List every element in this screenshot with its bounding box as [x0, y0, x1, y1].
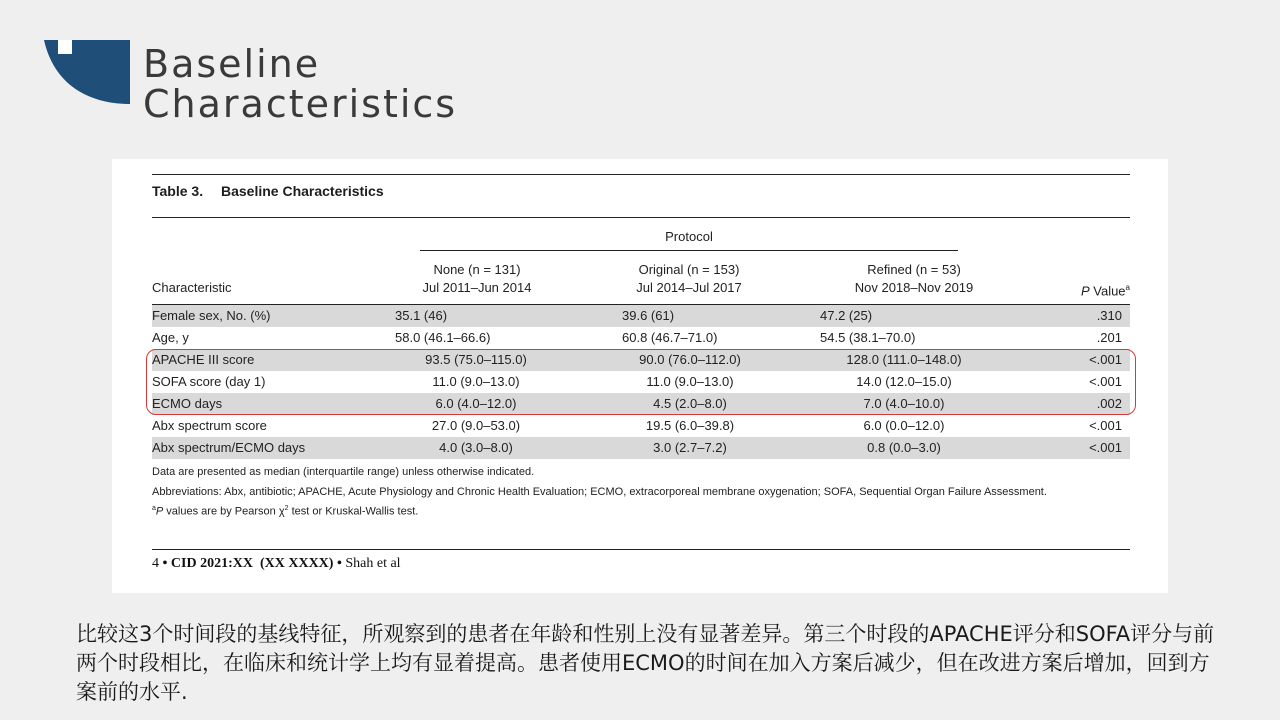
header-refined-dates: Nov 2018–Nov 2019 [854, 280, 974, 295]
header-refined-count: Refined (n = 53) [867, 262, 961, 277]
row-label: Age, y [152, 330, 189, 345]
protocol-rule [420, 250, 958, 251]
cell-none: 6.0 (4.0–12.0) [435, 396, 517, 411]
top-rule [152, 174, 1130, 175]
slide-caption: 比较这3个时间段的基线特征，所观察到的患者在年龄和性别上没有显著差异。第三个时段的APACHE评分和SOFA评分与前两个时段相比，在临床和统计学上均有显着提高。患者使用ECMO的时间在加入方案后减少，但在改进方案后增加，回到方案前的水平. [76, 622, 1215, 704]
footnote-chi: χ [278, 505, 285, 518]
cell-none: 4.0 (3.0–8.0) [439, 440, 513, 455]
row-label: ECMO days [152, 396, 223, 411]
protocol-header: Protocol [665, 229, 713, 244]
cell-pvalue: .002 [1096, 396, 1122, 411]
cell-refined: 47.2 (25) [820, 308, 873, 323]
cell-pvalue: <.001 [1089, 352, 1122, 367]
table-image [112, 159, 1168, 593]
authors: Shah et al [345, 556, 401, 571]
page-footer [152, 556, 401, 572]
cell-original: 19.5 (6.0–39.8) [645, 418, 735, 433]
footnote-text-1: values are by Pearson [163, 505, 279, 518]
cell-pvalue: <.001 [1089, 374, 1122, 389]
table-title [152, 183, 384, 199]
cell-none: 35.1 (46) [395, 308, 448, 323]
p-italic: P [1080, 283, 1090, 299]
column-header-refined [834, 261, 994, 297]
column-header-none [412, 261, 542, 297]
header-none-count: None (n = 131) [433, 262, 521, 277]
table-number: Table 3. [152, 183, 204, 199]
header-original-count: Original (n = 153) [638, 262, 740, 277]
table-title-text: Baseline Characteristics [220, 183, 384, 199]
cell-pvalue: .310 [1096, 308, 1122, 323]
table-row [152, 415, 1130, 437]
footnote [152, 505, 418, 518]
footnote-p: P [155, 505, 164, 518]
cell-pvalue: <.001 [1089, 440, 1122, 455]
cell-refined: 6.0 (0.0–12.0) [863, 418, 945, 433]
footnote-chi-sup: 2 [284, 505, 289, 512]
footnote-sup: a [152, 505, 156, 512]
logo-icon [44, 40, 130, 104]
cell-original: 39.6 (61) [622, 308, 675, 323]
cell-refined: 7.0 (4.0–10.0) [863, 396, 945, 411]
cell-original: 60.8 (46.7–71.0) [622, 330, 718, 345]
table-row [152, 437, 1130, 459]
cell-original: 11.0 (9.0–13.0) [646, 374, 734, 389]
row-label: APACHE III score [152, 352, 255, 367]
header-rule [152, 217, 1130, 218]
cell-refined: 14.0 (12.0–15.0) [856, 374, 952, 389]
table-row [152, 305, 1130, 327]
journal-name: CID [170, 556, 197, 571]
column-header-original [624, 261, 754, 297]
cell-original: 4.5 (2.0–8.0) [653, 396, 727, 411]
footer-separator: • [162, 556, 168, 571]
title-line-1: Baseline [143, 42, 321, 86]
cell-none: 58.0 (46.1–66.6) [395, 330, 491, 345]
cell-refined: 0.8 (0.0–3.0) [867, 440, 941, 455]
page-title [143, 44, 457, 124]
cell-none: 93.5 (75.0–115.0) [425, 352, 527, 367]
table-row [152, 327, 1130, 349]
cell-pvalue: <.001 [1089, 418, 1122, 433]
cell-original: 90.0 (76.0–112.0) [639, 352, 741, 367]
highlight-annotation [146, 349, 1136, 415]
cell-pvalue: .201 [1096, 330, 1122, 345]
cell-refined: 54.5 (38.1–70.0) [820, 330, 916, 345]
row-label: Abx spectrum score [152, 418, 267, 433]
cell-refined: 128.0 (111.0–148.0) [846, 352, 962, 367]
row-label: Abx spectrum/ECMO days [152, 440, 306, 455]
header-original-dates: Jul 2014–Jul 2017 [636, 280, 742, 295]
journal-citation: 2021:XX (XX XXXX) [200, 556, 334, 571]
footer-rule [152, 549, 1130, 550]
column-header-pvalue [1052, 279, 1130, 300]
cell-none: 27.0 (9.0–53.0) [431, 418, 521, 433]
data-note: Data are presented as median (interquartile range) unless otherwise indicated. [152, 466, 535, 478]
row-label: SOFA score (day 1) [152, 374, 266, 389]
footer-separator: • [336, 556, 342, 571]
column-header-characteristic: Characteristic [152, 280, 232, 295]
title-line-2: Characteristics [143, 82, 458, 126]
p-value-sup: a [1125, 283, 1130, 292]
page-number: 4 [152, 556, 159, 571]
abbreviations-note: Abbreviations: Abx, antibiotic; APACHE, Acute Physiology and Chronic Health Evaluation; ECMO, extracorporeal membrane oxygenation; SOFA, Sequential Organ Failure Assessment. [152, 486, 1047, 498]
footnote-text-2: test or Kruskal-Wallis test. [288, 505, 419, 518]
p-value-text: Value [1089, 283, 1126, 299]
row-label: Female sex, No. (%) [152, 308, 271, 323]
header-none-dates: Jul 2011–Jun 2014 [422, 280, 532, 295]
cell-none: 11.0 (9.0–13.0) [432, 374, 520, 389]
cell-original: 3.0 (2.7–7.2) [653, 440, 727, 455]
